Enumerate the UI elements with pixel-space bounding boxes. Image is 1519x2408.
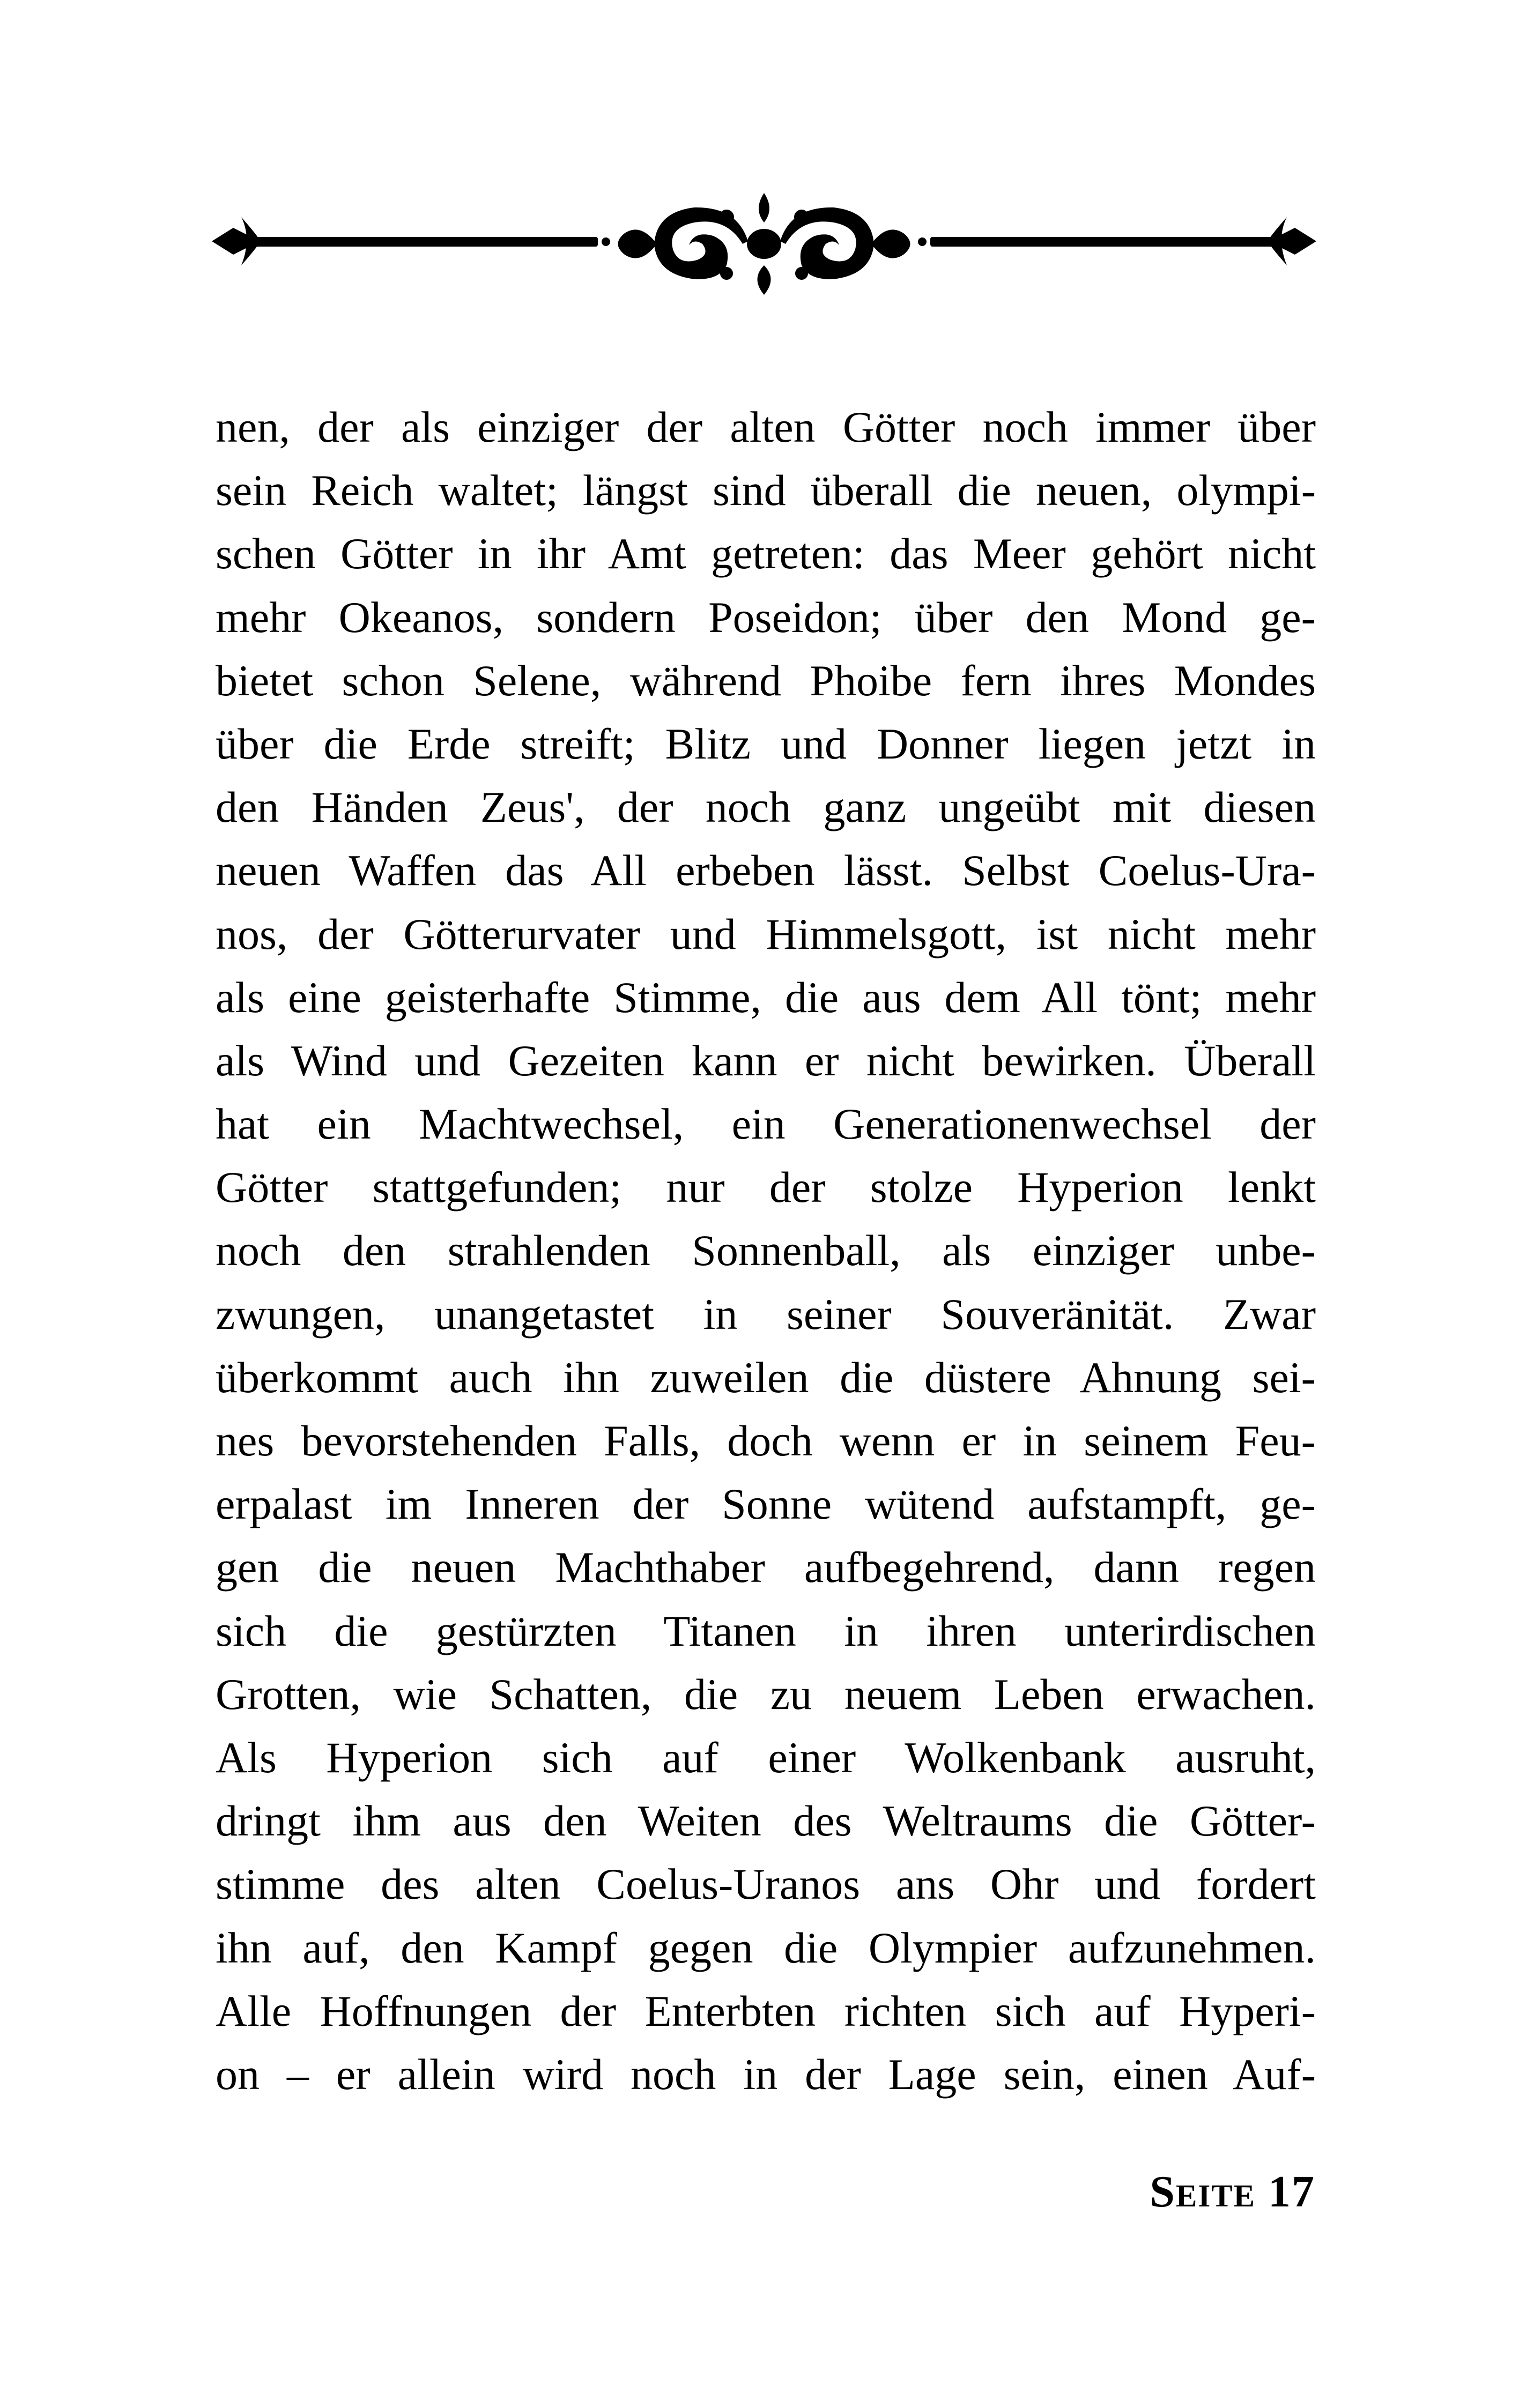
page-number	[1150, 2166, 1315, 2218]
text-line: nos, der Götterurvater und Himmelsgott, ist nicht mehr	[216, 909, 1316, 958]
text-line: dringt ihm aus den Weiten des Weltraums die Götter-	[216, 1796, 1316, 1846]
text-line: gen die neuen Machthaber aufbegehrend, dann regen	[216, 1543, 1316, 1592]
text-line: Als Hyperion sich auf einer Wolkenbank ausruht,	[216, 1733, 1316, 1782]
text-line: mehr Okeanos, sondern Poseidon; über den Mond ge-	[216, 592, 1316, 642]
text-line: Grotten, wie Schatten, die zu neuem Leben erwachen.	[216, 1669, 1316, 1719]
text-line: Götter stattgefunden; nur der stolze Hyperion lenkt	[216, 1163, 1316, 1212]
page-label: Seite	[1150, 2167, 1256, 2217]
text-line: zwungen, unangetastet in seiner Souveränität. Zwar	[216, 1289, 1316, 1339]
text-line: sich die gestürzten Titanen in ihren unterirdischen	[216, 1606, 1316, 1655]
text-line: Alle Hoffnungen der Enterbten richten sich auf Hyperi-	[216, 1986, 1316, 2035]
text-line: überkommt auch ihn zuweilen die düstere Ahnung sei-	[216, 1352, 1316, 1402]
page-number-value: 17	[1268, 2167, 1315, 2217]
text-line: noch den strahlenden Sonnenball, als einziger unbe-	[216, 1226, 1316, 1275]
text-line: ihn auf, den Kampf gegen die Olympier aufzunehmen.	[216, 1923, 1316, 1972]
text-line: nes bevorstehenden Falls, doch wenn er in seinem Feu-	[216, 1416, 1316, 1465]
text-line: sein Reich waltet; längst sind überall die neuen, olympi-	[216, 466, 1316, 515]
text-line: stimme des alten Coelus-Uranos ans Ohr und fordert	[216, 1860, 1316, 1909]
text-line: nen, der als einziger der alten Götter noch immer über	[216, 403, 1316, 451]
text-line: den Händen Zeus', der noch ganz ungeübt mit diesen	[216, 783, 1316, 832]
text-line: als eine geisterhafte Stimme, die aus dem All tönt; mehr	[216, 972, 1316, 1022]
text-line: schen Götter in ihr Amt getreten: das Meer gehört nicht	[216, 529, 1316, 578]
text-line: on – er allein wird noch in der Lage sein, einen Auf-	[216, 2049, 1316, 2099]
text-line: erpalast im Inneren der Sonne wütend aufstampft, ge-	[216, 1480, 1316, 1529]
text-line: über die Erde streift; Blitz und Donner liegen jetzt in	[216, 719, 1316, 768]
body-text	[216, 396, 1316, 2106]
text-line: neuen Waffen das All erbeben lässt. Selbst Coelus-Ura-	[216, 846, 1316, 895]
text-line: bietet schon Selene, während Phoibe fern ihres Mondes	[216, 656, 1316, 705]
text-line: hat ein Machtwechsel, ein Generationenwechsel der	[216, 1099, 1316, 1149]
text-line: als Wind und Gezeiten kann er nicht bewirken. Überall	[216, 1036, 1316, 1085]
flourish-divider-icon	[212, 185, 1316, 300]
